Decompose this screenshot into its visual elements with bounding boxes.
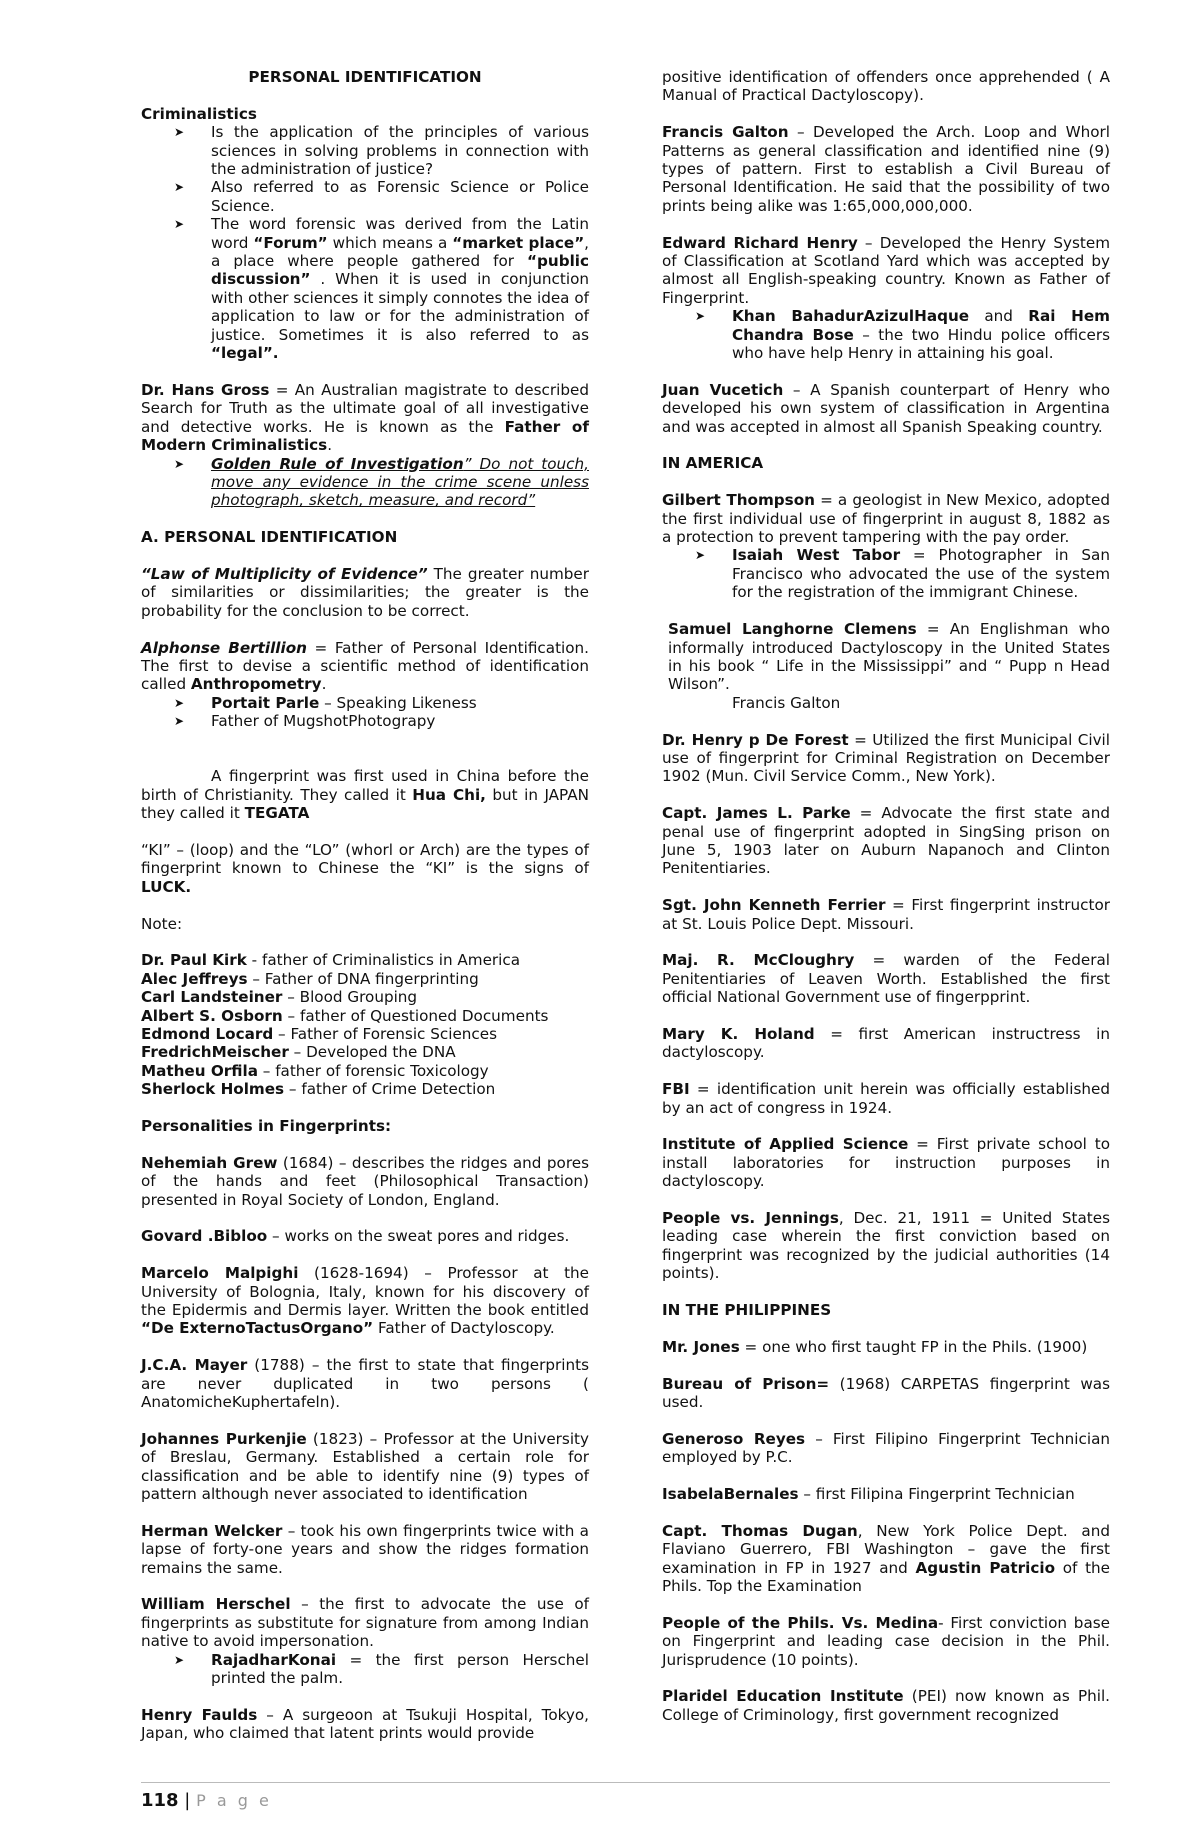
text: = First private school to install laboratories for instruction purposes in dactyloscopy. [662,1135,1110,1191]
paragraph-continued: positive identification of offenders once apprehended ( A Manual of Practical Dactyloscopy). [662,68,1110,105]
text: – father of forensic Toxicology [257,1061,489,1080]
name: Samuel Langhorne Clemens [668,620,917,639]
name: Capt. Thomas Dugan [662,1521,858,1540]
text: which means a [327,233,453,252]
list-item [141,455,589,510]
name: J.C.A. Mayer [141,1356,248,1375]
paragraph-henry [662,234,1110,308]
in-america-heading: IN AMERICA [662,454,764,473]
text: = Advocate the first state and penal use of fingerprint adopted in SingSing prison on June 5, 1903 later on Auburn Napanoch and Clinton Penitentiaries. [662,804,1110,878]
paragraph-ferrier [662,896,1110,933]
name: Isaiah West Tabor [732,546,901,565]
name: Sherlock Holmes [141,1080,285,1099]
name: William Herschel [141,1595,291,1614]
text: (1628-1694) – Professor at the University of Bolognia, Italy, known for his discovery of the Epidermis and Dermis layer. Written the book entitled [141,1264,589,1320]
text: (1788) – the first to state that fingerprints are never duplicated in two persons ( AnatomicheKuphertafeln). [141,1356,589,1412]
name: Dr. Henry p De Forest [662,730,849,749]
name: Sgt. John Kenneth Ferrier [662,896,886,915]
criminalistics-heading: Criminalistics [141,104,257,123]
list-item [141,694,589,712]
name: People vs. Jennings [662,1208,839,1227]
term: “market place” [452,233,585,252]
name: Institute of Applied Science [662,1135,909,1154]
clemens-galton: Francis Galton [732,693,841,712]
right-column [662,68,1110,1724]
text: = the first person Herschel printed the palm. [211,1650,589,1688]
name: Juan Vucetich [662,380,784,399]
list-item [141,1007,589,1025]
list-item [141,988,589,1006]
list-item [141,1043,589,1061]
page-title: PERSONAL IDENTIFICATION [248,68,482,86]
list-item [662,546,1110,601]
text: – first Filipina Fingerprint Technician [798,1484,1075,1503]
paragraph-law [141,565,589,620]
paragraph-bernales [662,1485,1110,1503]
text: , New York Police Dept. and Flaviano Guerrero, FBI Washington – gave the first examination in FP in 1927 and [662,1521,1110,1577]
paragraph-pei [662,1687,1110,1724]
paragraph-reyes [662,1430,1110,1467]
text: - father of Criminalistics in America [246,951,521,970]
text: Father of Dactyloscopy. [373,1319,555,1338]
text: A fingerprint was first used in China before the birth of Christianity. They called it [141,767,589,804]
name: Edmond Locard [141,1024,274,1043]
paragraph-jennings [662,1209,1110,1283]
name: FBI [662,1080,690,1099]
paragraph-herschel [141,1595,589,1650]
text: = First fingerprint instructor at St. Louis Police Dept. Missouri. [662,896,1110,933]
name: Plaridel Education Institute [662,1687,904,1706]
text: . [321,675,327,694]
name: Maj. R. McCloughry [662,951,855,970]
footer-separator: | [178,1790,197,1811]
text: – father of Questioned Documents [282,1006,549,1025]
page-footer [141,1790,272,1811]
section-a-heading: A. PERSONAL IDENTIFICATION [141,528,398,547]
term: LUCK. [141,877,192,896]
name: IsabelaBernales [662,1484,799,1503]
text: and [969,307,1029,326]
name: Carl Landsteiner [141,988,283,1007]
text: (1684) – describes the ridges and pores of the hands and feet (Philosophical Transaction) presented in Royal Society of London, England. [141,1153,589,1209]
paragraph-prison [662,1375,1110,1412]
list-item: ➤ Father of MugshotPhotograpy [141,712,589,730]
text: (1968) CARPETAS fingerprint was used. [662,1374,1110,1411]
name: Bureau of Prison= [662,1374,830,1393]
paragraph-dugan [662,1522,1110,1596]
text: but in JAPAN they called it [141,785,589,823]
paragraph-forest [662,731,1110,786]
name: Matheu Orfila [141,1061,258,1080]
term: Golden Rule of Investigation [211,454,464,473]
text: ” Do not touch, move any evidence in the crime scene unless photograph, sketch, measure, and record” [211,454,589,510]
name: Francis Galton [662,123,789,142]
text: “KI” – (loop) and the “LO” (whorl or Arch) are the types of fingerprint known to Chinese the “KI” is the signs of [141,840,589,878]
paragraph-medina [662,1614,1110,1669]
herschel-list [141,1651,589,1688]
bertillion-list [141,694,589,731]
notes-list [141,951,589,1098]
paragraph-china [141,767,589,822]
term: “legal”. [211,344,279,363]
list-item [141,1062,589,1080]
name: Govard .Bibloo [141,1227,268,1246]
name: Khan BahadurAzizulHaque [732,307,970,326]
name: Alec Jeffreys [141,969,248,988]
text: – works on the sweat pores and ridges. [267,1227,570,1246]
list-item: ➤ Is the application of the principles of various sciences in solving problems in connection with the administration of justice? [141,123,589,178]
paragraph-gross [141,381,589,455]
name: Gilbert Thompson [662,491,815,510]
text: = first American instructress in dactyloscopy. [662,1024,1110,1062]
text: – A surgeoon at Tsukuji Hospital, Tokyo, Japan, who claimed that latent prints would provide [141,1705,589,1743]
name: Albert S. Osborn [141,1006,283,1025]
list-item [141,970,589,988]
term: TEGATA [244,804,310,823]
text: – father of Crime Detection [284,1080,496,1099]
text: = one who first taught FP in the Phils. (1900) [739,1337,1088,1356]
text: = warden of the Federal Penitentiaries of Leaven Worth. Established the first official National Government use of fingerpprint. [662,951,1110,1007]
footer-divider [141,1782,1110,1783]
list-item [141,951,589,969]
text: – Father of Forensic Sciences [273,1024,498,1043]
name: Agustin Patricio [915,1558,1055,1577]
term: Father of Modern Criminalistics [141,417,589,455]
text: – took his own fingerprints twice with a lapse of forty-one years and show the ridges formation remains the same. [141,1521,589,1577]
text: – the first to advocate the use of fingerprints as substitute for signature from among Indian native to avoid impersonation. [141,1595,589,1651]
in-philippines-heading: IN THE PHILIPPINES [662,1300,832,1319]
page-label: P a g e [196,1791,272,1810]
name: Capt. James L. Parke [662,804,851,823]
list-item [141,215,589,362]
text: – Developed the DNA [288,1043,456,1062]
text: – First Filipino Fingerprint Technician employed by P.C. [662,1429,1110,1467]
personalities-heading: Personalities in Fingerprints: [141,1117,392,1135]
paragraph-bertillion [141,639,589,694]
name: Henry Faulds [141,1705,258,1724]
text: . When it is used in conjunction with other sciences it simply connotes the idea of application to law or for the administration of justice. Sometimes it is also referred to as [211,270,589,344]
list-item [141,1025,589,1043]
page-number: 118 [141,1790,179,1811]
list-item: ➤ Also referred to as Forensic Science or Police Science. [141,178,589,215]
golden-rule [211,455,589,510]
paragraph-malpighi [141,1264,589,1338]
paragraph-ki [141,841,589,896]
paragraph-ias [662,1135,1110,1190]
list-item [141,1080,589,1098]
paragraph-parke [662,804,1110,878]
paragraph-faulds [141,1706,589,1743]
henry-list [662,307,1110,362]
text: , Dec. 21, 1911 = United States leading case wherein the first conviction based on fingerprint was recognized by the judicial authorities (14 points). [662,1208,1110,1283]
paragraph-fbi [662,1080,1110,1117]
paragraph-mayer [141,1356,589,1411]
text: – the two Hindu police officers who have help Henry in attaining his goal. [732,325,1110,363]
text: – Speaking Likeness [319,693,477,712]
paragraph-galton [662,123,1110,215]
name: FredrichMeischer [141,1043,289,1062]
note-label: Note: [141,914,183,933]
term: Anthropometry [190,675,322,694]
name: Dr. Paul Kirk [141,951,247,970]
name: People of the Phils. Vs. Medina [662,1613,939,1632]
paragraph-jones [662,1338,1110,1356]
name: Herman Welcker [141,1521,283,1540]
name: Rai Hem Chandra Bose [732,307,1110,344]
term: Portait Parle [211,693,320,712]
text: = An Englishman who informally introduced Dactyloscopy in the United States in his book “ Life in the Mississippi” and “ Pupp n Head Wilson”. [668,620,1110,694]
text: = Utilized the first Municipal Civil use of fingerprint for Criminal Registration on December 1902 (Mun. Civil Service Comm., New York). [662,730,1110,786]
golden-rule-list [141,455,589,510]
text: The greater number of similarities or dissimilarities; the greater is the probability for the conclusion to be correct. [141,564,589,620]
paragraph-purkenjie [141,1430,589,1504]
name: Mr. Jones [662,1337,740,1356]
name: Marcelo Malpighi [141,1264,299,1283]
list-item [141,1651,589,1688]
paragraph-clemens [662,620,1110,694]
name: Johannes Purkenjie [141,1429,307,1448]
text: – Developed the Henry System of Classification at Scotland Yard which was accepted by almost all English-speaking country. Known as Father of Fingerprint. [662,233,1110,307]
paragraph-vucetich [662,381,1110,436]
text: - First conviction base on Fingerprint and leading case decision in the Phil. Jurisprudence (10 points). [662,1613,1111,1669]
text: . [327,436,333,455]
text: = identification unit herein was officially established by an act of congress in 1924. [662,1080,1110,1117]
name: Alphonse Bertillion [141,638,307,657]
list-item [662,307,1110,362]
text: – Blood Grouping [282,988,418,1007]
text: – Developed the Arch. Loop and Whorl Patterns as general classification and identified nine (9) types of pattern. First to establish a Civil Bureau of Personal Identification. He said that the possibility of two prints being alike was 1:65,000,000,000. [662,123,1110,215]
paragraph-bibloo [141,1227,589,1245]
term: “public discussion” [211,252,589,289]
text: – A Spanish counterpart of Henry who developed his own system of classification in Argentina and was accepted in almost all Spanish Speaking country. [662,380,1110,436]
paragraph-thompson [662,491,1110,546]
left-column [141,68,589,1743]
name: RajadharKonai [211,1650,337,1669]
name: Dr. Hans Gross [141,380,270,399]
paragraph-grew [141,1154,589,1209]
term: Hua Chi, [412,785,486,804]
criminalistics-list [141,123,589,362]
text: The word forensic was derived from the Latin word [211,215,589,252]
text: (1823) – Professor at the University of Breslau, Germany. Established a certain role for classification and be able to identify nine (9) types of pattern although never associated to identification [141,1429,589,1504]
thompson-list [662,546,1110,601]
term: “De ExternoTactusOrgano” [141,1319,374,1338]
text: = a geologist in New Mexico, adopted the first individual use of fingerprint in august 8, 1882 as a protection to prevent tampering with the pay order. [662,491,1110,547]
text: – Father of DNA fingerprinting [247,969,479,988]
text: , a place where people gathered for [211,233,589,271]
term: “Forum” [253,233,328,252]
name: Generoso Reyes [662,1429,806,1448]
text: = An Australian magistrate to described Search for Truth as the ultimate goal of all investigative and detective works. He is known as the [141,380,589,436]
text: = Photographer in San Francisco who advocated the use of the system for the registration of the immigrant Chinese. [732,546,1110,602]
paragraph-holand [662,1025,1110,1062]
text: = Father of Personal Identification. The first to devise a scientific method of identification called [141,638,589,694]
paragraph-mccloughry [662,951,1110,1006]
term: “Law of Multiplicity of Evidence” [141,564,428,583]
text: of the Phils. Top the Examination [662,1558,1110,1595]
name: Edward Richard Henry [662,233,858,252]
name: Nehemiah Grew [141,1153,278,1172]
name: Mary K. Holand [662,1024,815,1043]
text: (PEI) now known as Phil. College of Criminology, first government recognized [662,1687,1111,1724]
paragraph-welcker [141,1522,589,1577]
